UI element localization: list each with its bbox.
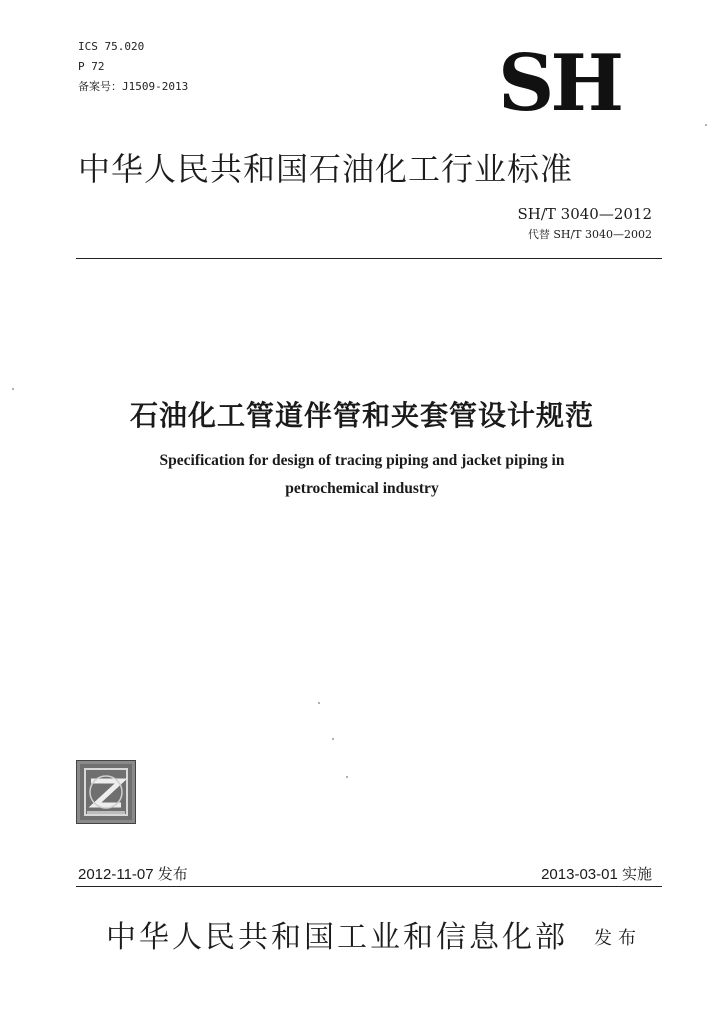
- document-title-english-line1: Specification for design of tracing piping and jacket piping in: [159, 452, 565, 469]
- scan-mark: [12, 388, 14, 390]
- top-divider: [76, 258, 662, 259]
- document-title-english-line2: petrochemical industry: [285, 480, 439, 497]
- filing-number: 备案号：J1509-2013: [78, 80, 189, 93]
- ics-code: ICS 75.020: [78, 40, 145, 53]
- scan-mark: [332, 738, 334, 740]
- issue-date: 2012-11-07 发布: [78, 866, 188, 883]
- scan-mark: [318, 702, 320, 704]
- classification-code: P 72: [78, 60, 105, 73]
- publisher-action: 发布: [594, 928, 642, 949]
- scan-mark: [346, 776, 348, 778]
- sh-logo: SH: [498, 38, 621, 129]
- document-title-chinese: 石油化工管道伴管和夹套管设计规范: [129, 399, 594, 432]
- replaces-standard: 代替 SH/T 3040—2002: [527, 228, 652, 241]
- standard-number: SH/T 3040—2012: [517, 205, 652, 223]
- industry-standard-heading: 中华人民共和国石油化工行业标准: [78, 150, 574, 188]
- security-stamp-icon: [76, 760, 136, 824]
- implementation-date: 2013-03-01 实施: [541, 866, 652, 883]
- scan-mark: [705, 124, 707, 126]
- publisher-name: 中华人民共和国工业和信息化部: [106, 920, 568, 955]
- bottom-divider: [76, 886, 662, 887]
